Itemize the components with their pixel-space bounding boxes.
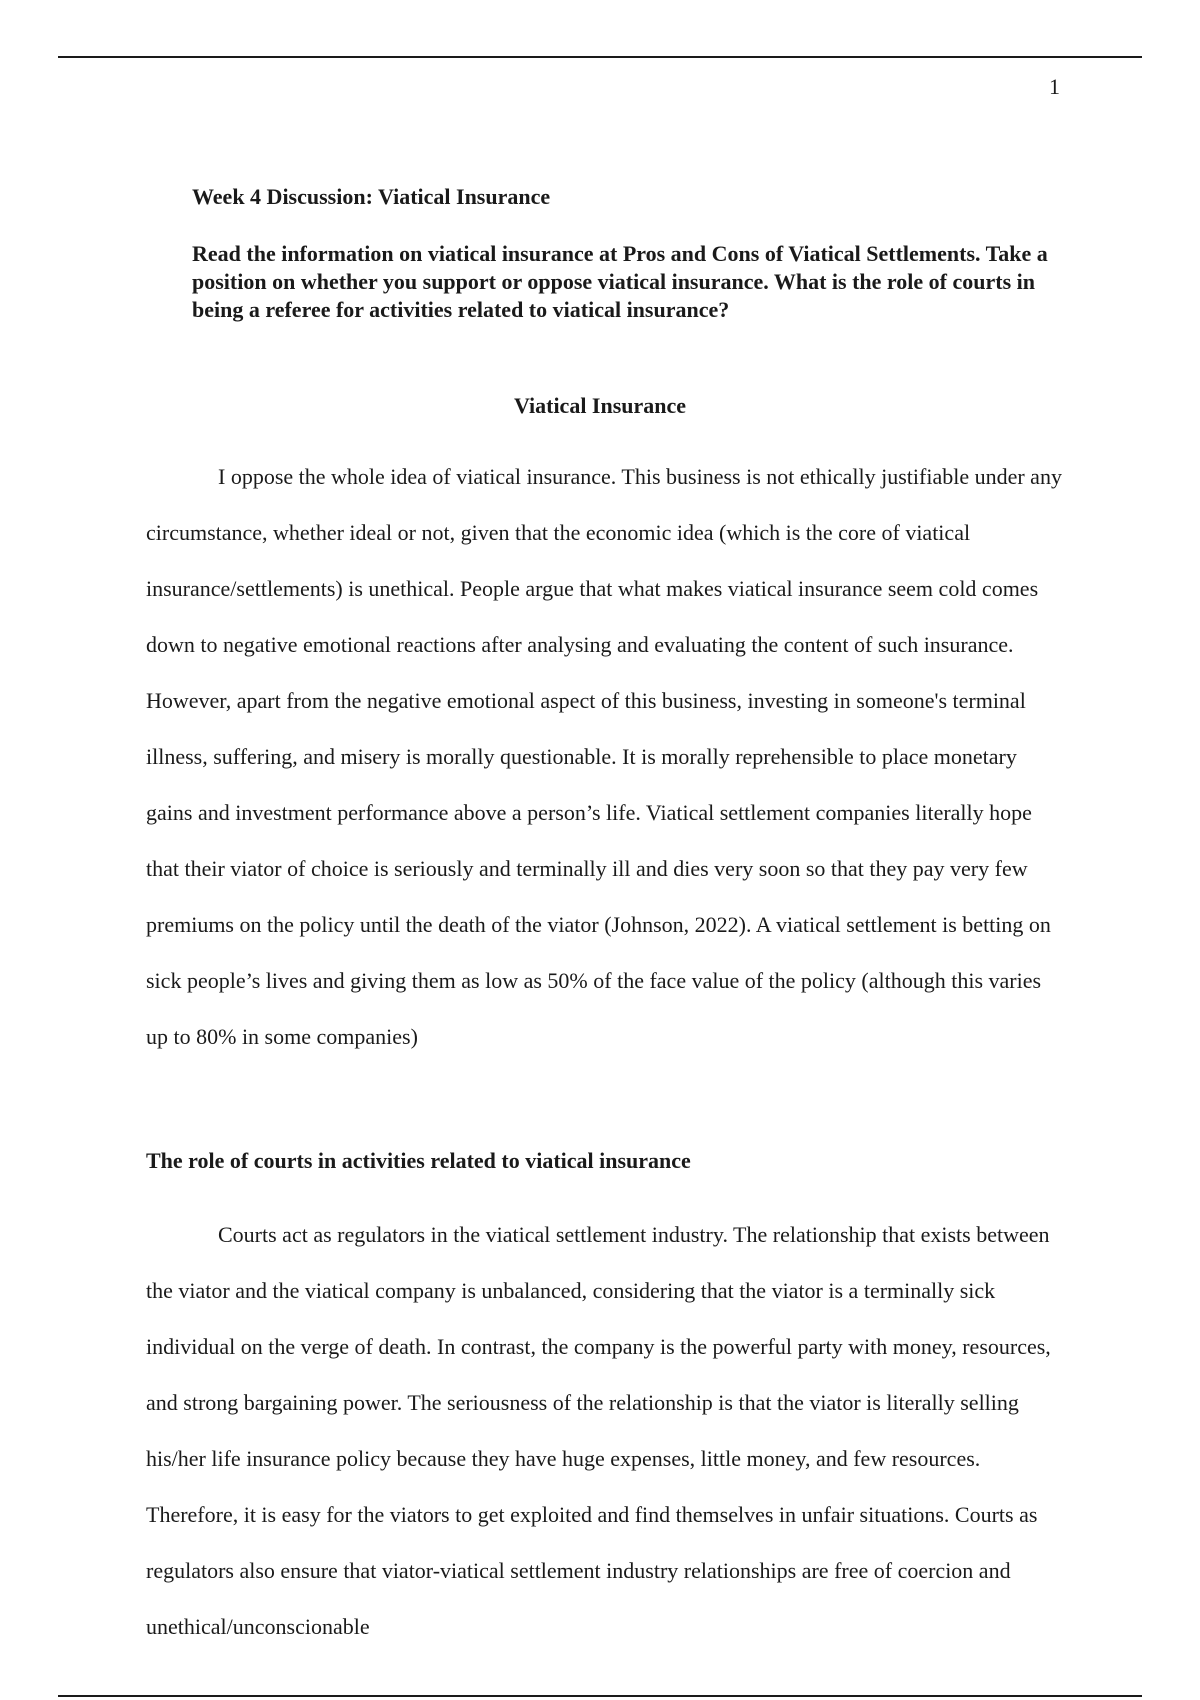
essay-body-section-1: [146, 449, 1066, 1065]
footer-rule: [58, 1695, 1142, 1697]
paragraph-courts: Courts act as regulators in the viatical settlement industry. The relationship that exists between the viator and the viatical company is unbalanced, considering that the viator is a terminally sick individual on the verge of death. In contrast, the company is the powerful party with money, resources, and strong bargaining power. The seriousness of the relationship is that the viator is literally selling his/her life insurance policy because they have huge expenses, little money, and few resources. Therefore, it is easy for the viators to get exploited and find themselves in unfair situations. Courts as regulators also ensure that viator-viatical settlement industry relationships are free of coercion and unethical/unconscionable: [146, 1222, 1051, 1639]
paragraph-opposition: I oppose the whole idea of viatical insurance. This business is not ethically justifiable under any circumstance, whether ideal or not, given that the economic idea (which is the core of viatical insurance/settlements) is unethical. People argue that what makes viatical insurance seem cold comes down to negative emotional reactions after analysing and evaluating the content of such insurance. However, apart from the negative emotional aspect of this business, investing in someone's terminal illness, suffering, and misery is morally questionable. It is morally reprehensible to place monetary gains and investment performance above a person’s life. Viatical settlement companies literally hope that their viator of choice is seriously and terminally ill and dies very soon so that they pay very few premiums on the policy until the death of the viator (Johnson, 2022). A viatical settlement is betting on sick people’s lives and giving them as low as 50% of the face value of the policy (although this varies up to 80% in some companies): [146, 464, 1062, 1049]
prompt-text: Read the information on viatical insurance at Pros and Cons of Viatical Settlements. Take a position on whether you support or oppose viatical insurance. What is the role of courts in being a referee for activities related to viatical insurance?: [192, 241, 1048, 322]
header-rule: [58, 56, 1142, 58]
page-number: 1: [1049, 74, 1060, 99]
discussion-prompt: [192, 183, 1092, 324]
prompt-title: Week 4 Discussion: Viatical Insurance: [192, 184, 551, 209]
essay-body-section-2: [146, 1207, 1066, 1655]
essay-title: Viatical Insurance: [513, 393, 687, 418]
section-heading-courts: The role of courts in activities related to viatical insurance: [146, 1148, 691, 1173]
